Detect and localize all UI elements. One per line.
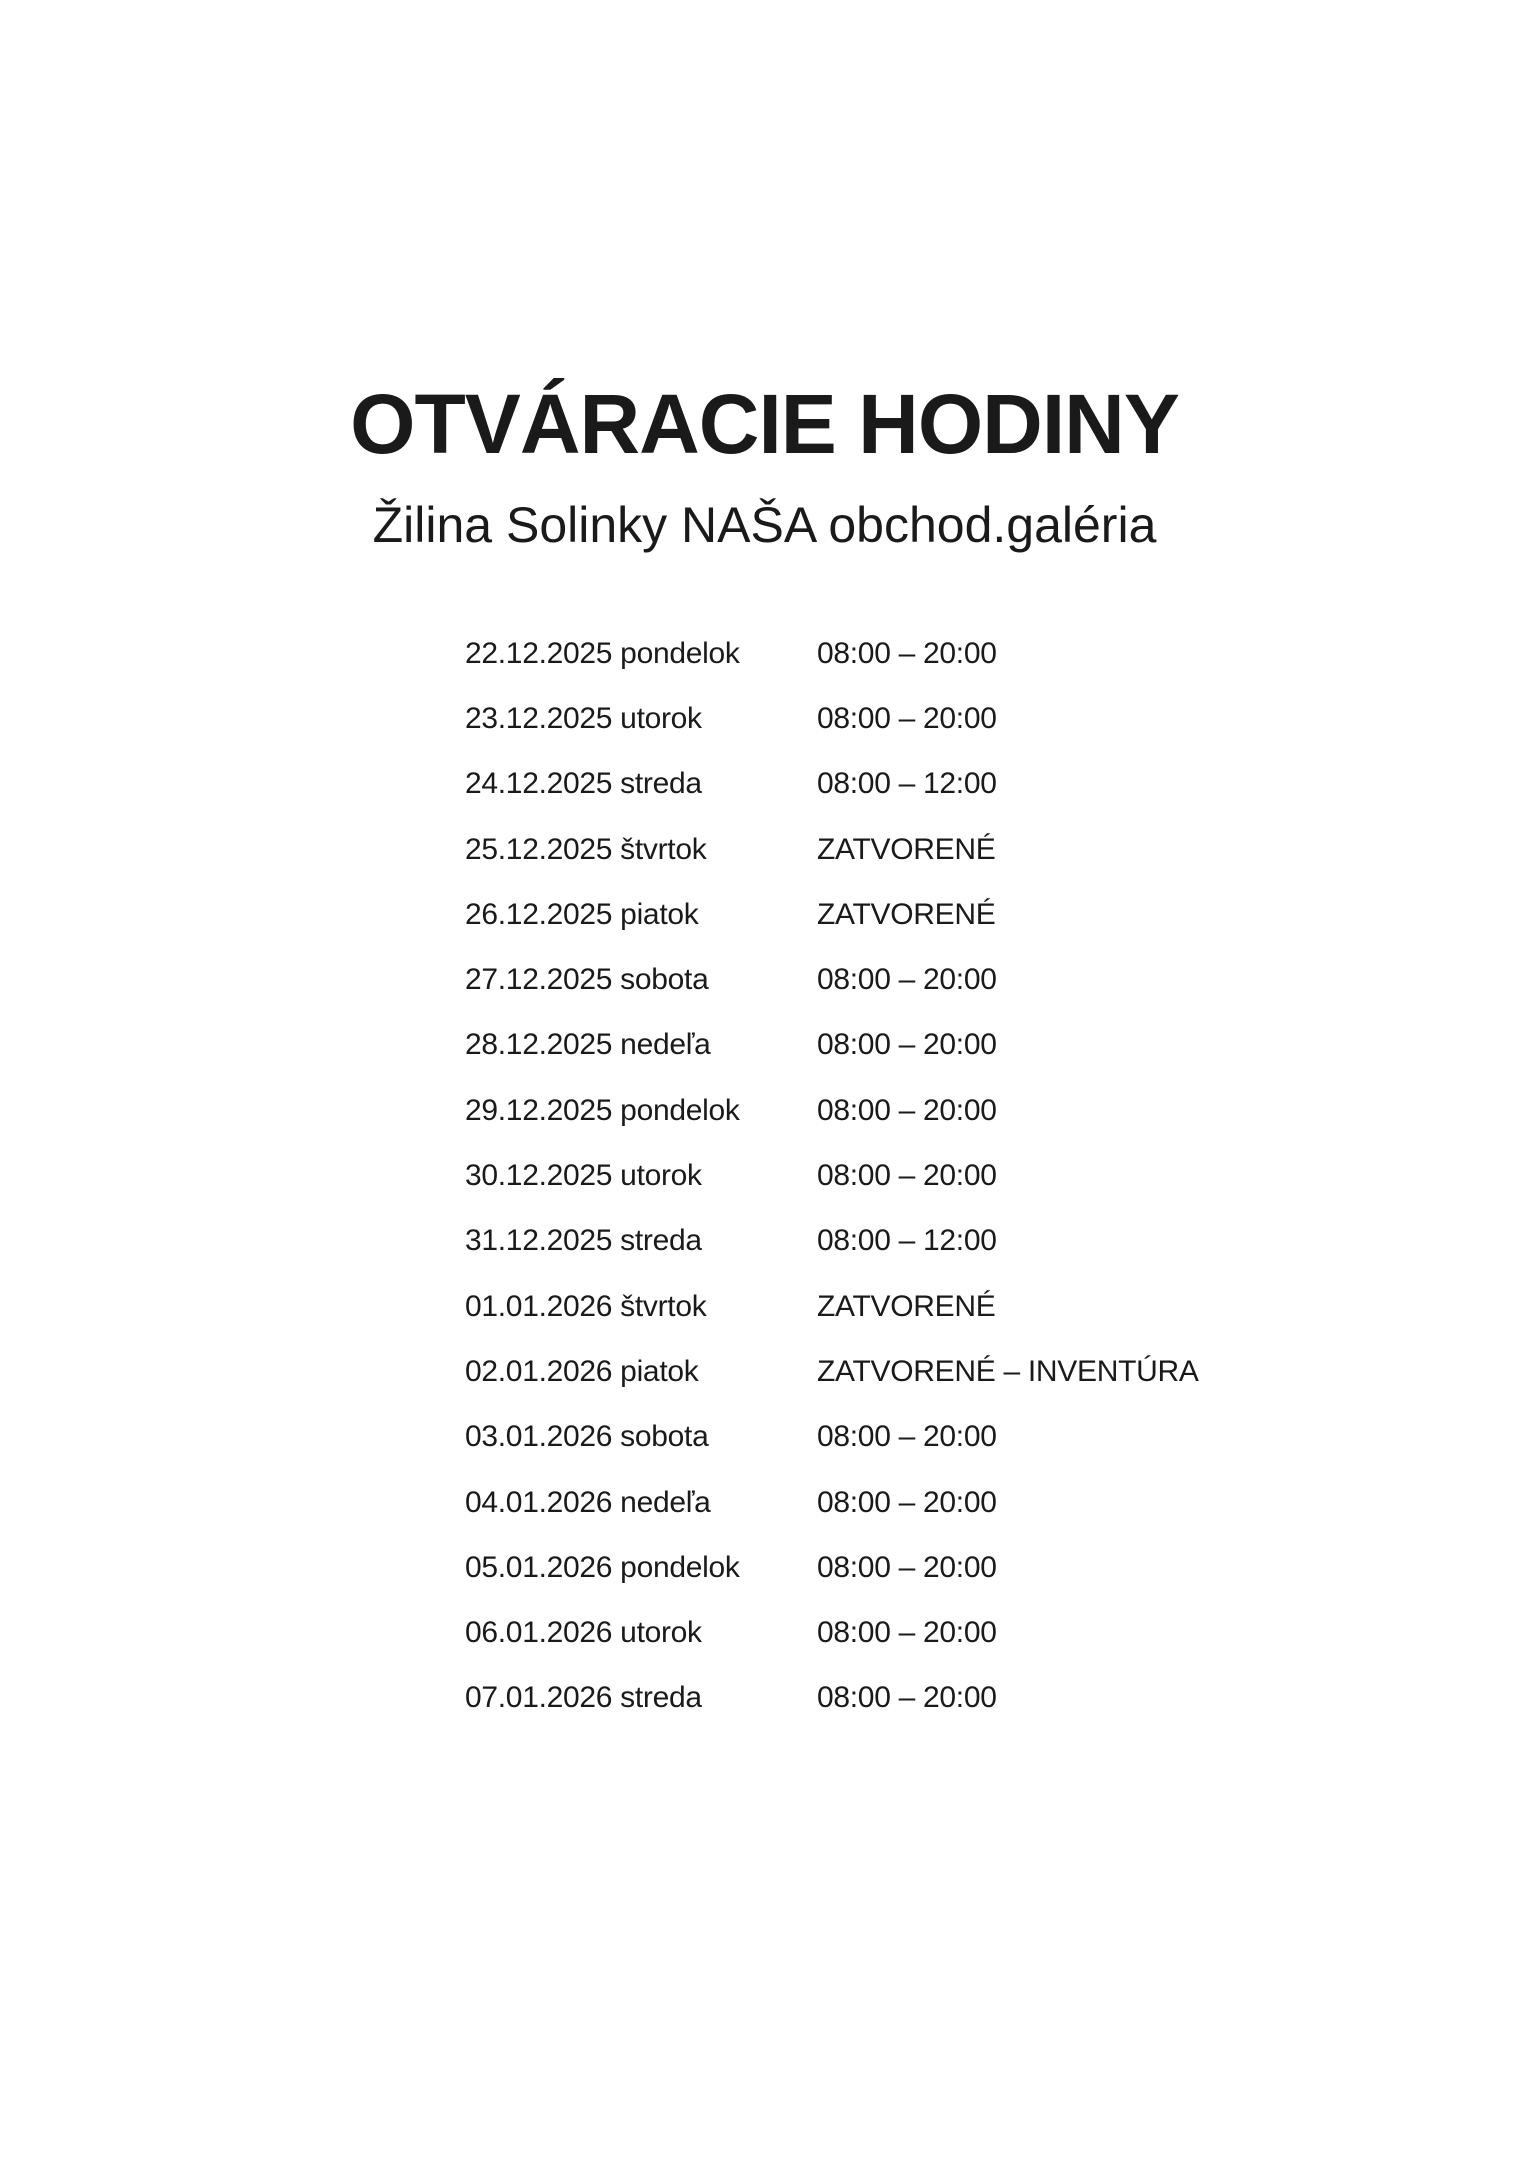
schedule-date-label: 07.01.2026 streda xyxy=(465,1681,702,1715)
schedule-date-label: 23.12.2025 utorok xyxy=(465,701,702,735)
schedule-date-label: 01.01.2026 štvrtok xyxy=(465,1289,707,1323)
schedule-hours-value: 08:00 – 20:00 xyxy=(817,963,997,997)
schedule-hours-value: ZATVORENÉ – INVENTÚRA xyxy=(817,1354,1199,1388)
schedule-hours-value: 08:00 – 20:00 xyxy=(817,636,997,670)
schedule-date-label: 05.01.2026 pondelok xyxy=(465,1550,740,1584)
opening-hours-list xyxy=(465,621,1385,1731)
schedule-row xyxy=(465,1535,1385,1600)
schedule-row xyxy=(465,1339,1385,1404)
schedule-hours-value: ZATVORENÉ xyxy=(817,832,996,866)
schedule-hours-value: 08:00 – 20:00 xyxy=(817,1093,997,1127)
schedule-row xyxy=(465,947,1385,1012)
schedule-hours-value: 08:00 – 12:00 xyxy=(817,1224,997,1258)
schedule-date-label: 04.01.2026 nedeľa xyxy=(465,1485,711,1519)
store-location-subtitle: Žilina Solinky NAŠA obchod.galéria xyxy=(372,496,1157,553)
schedule-row xyxy=(465,752,1385,817)
schedule-hours-value: 08:00 – 12:00 xyxy=(817,767,997,801)
schedule-hours-value: 08:00 – 20:00 xyxy=(817,1420,997,1454)
schedule-date-label: 31.12.2025 streda xyxy=(465,1224,702,1258)
schedule-hours-value: 08:00 – 20:00 xyxy=(817,1159,997,1193)
schedule-row xyxy=(465,621,1385,686)
schedule-date-label: 29.12.2025 pondelok xyxy=(465,1093,740,1127)
schedule-date-label: 03.01.2026 sobota xyxy=(465,1420,709,1454)
schedule-hours-value: 08:00 – 20:00 xyxy=(817,1681,997,1715)
schedule-row xyxy=(465,817,1385,882)
schedule-hours-value: 08:00 – 20:00 xyxy=(817,1550,997,1584)
schedule-date-label: 06.01.2026 utorok xyxy=(465,1616,702,1650)
schedule-hours-value: 08:00 – 20:00 xyxy=(817,1616,997,1650)
schedule-row xyxy=(465,686,1385,751)
schedule-date-label: 24.12.2025 streda xyxy=(465,767,702,801)
schedule-date-label: 02.01.2026 piatok xyxy=(465,1354,699,1388)
schedule-row xyxy=(465,1013,1385,1078)
schedule-row xyxy=(465,1143,1385,1208)
schedule-row xyxy=(465,1274,1385,1339)
schedule-row xyxy=(465,882,1385,947)
schedule-date-label: 22.12.2025 pondelok xyxy=(465,636,740,670)
schedule-row xyxy=(465,1405,1385,1470)
schedule-hours-value: 08:00 – 20:00 xyxy=(817,701,997,735)
schedule-date-label: 28.12.2025 nedeľa xyxy=(465,1028,711,1062)
schedule-hours-value: ZATVORENÉ xyxy=(817,897,996,931)
schedule-row xyxy=(465,1666,1385,1731)
schedule-row xyxy=(465,1470,1385,1535)
schedule-date-label: 27.12.2025 sobota xyxy=(465,963,709,997)
schedule-hours-value: 08:00 – 20:00 xyxy=(817,1485,997,1519)
schedule-row xyxy=(465,1600,1385,1665)
schedule-date-label: 25.12.2025 štvrtok xyxy=(465,832,707,866)
schedule-row xyxy=(465,1209,1385,1274)
schedule-date-label: 30.12.2025 utorok xyxy=(465,1159,702,1193)
schedule-hours-value: 08:00 – 20:00 xyxy=(817,1028,997,1062)
schedule-date-label: 26.12.2025 piatok xyxy=(465,897,699,931)
page-title: OTVÁRACIE HODINY xyxy=(350,377,1179,472)
schedule-hours-value: ZATVORENÉ xyxy=(817,1289,996,1323)
schedule-row xyxy=(465,1078,1385,1143)
